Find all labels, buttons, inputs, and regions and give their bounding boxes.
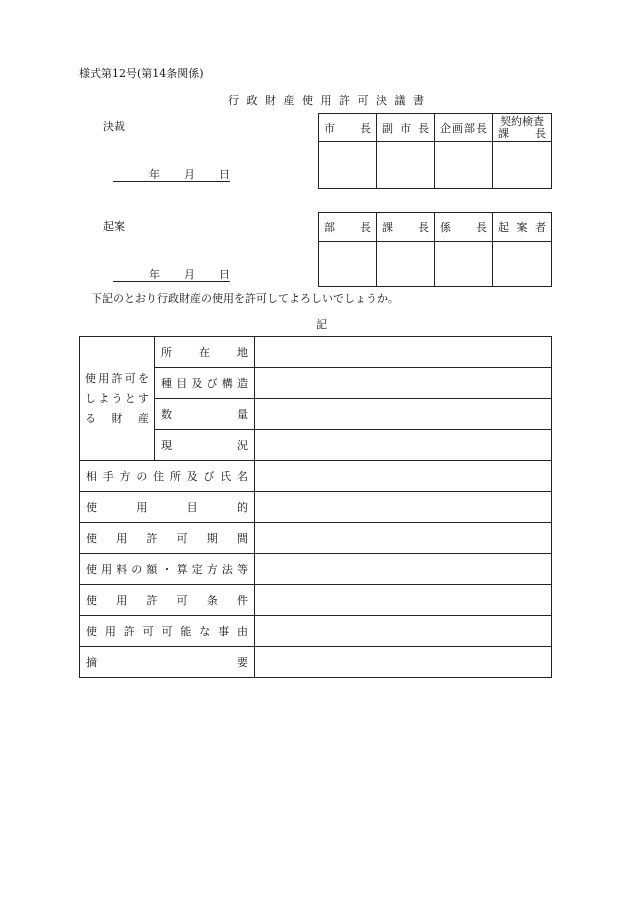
stamp-drafter: 起 案 者: [493, 213, 552, 242]
stamp-box[interactable]: [319, 242, 377, 287]
ki-label: 記: [316, 318, 327, 331]
stamp-box[interactable]: [435, 142, 493, 189]
permit-conditions-label: 使 用 許 可 条 件: [80, 585, 255, 616]
request-text: 下記のとおり行政財産の使用を許可してよろしいでしょうか。: [91, 292, 399, 305]
stamp-box[interactable]: [319, 142, 377, 189]
type-structure-field[interactable]: [255, 368, 552, 399]
property-use-table: [79, 336, 552, 678]
draft-date-day: 日: [219, 268, 230, 281]
purpose-field[interactable]: [255, 492, 552, 523]
stamp-box[interactable]: [493, 242, 552, 287]
stamp-section-chief: 課 長: [377, 213, 435, 242]
stamp-mayor: 市 長: [319, 114, 377, 142]
property-group-line: 使用許可を: [85, 371, 149, 385]
stamp-deputy-mayor: 副 市 長: [377, 114, 435, 142]
counterparty-label: 相手方の住所及び氏名: [80, 461, 255, 492]
permit-period-label: 使 用 許 可 期 間: [80, 523, 255, 554]
current-status-label: 現 況: [155, 430, 255, 461]
draft-date-line: [113, 281, 230, 282]
stamp-planning-director: 企画部長: [435, 114, 493, 142]
decision-label: 決裁: [103, 120, 125, 133]
decision-date-day: 日: [219, 168, 230, 181]
property-group-line: る 財 産: [85, 411, 149, 425]
draft-label: 起案: [103, 220, 125, 233]
decision-date-line: [113, 181, 230, 182]
property-group-line: しようとす: [85, 391, 149, 405]
stamp-contract-inspection-chief: [493, 114, 552, 142]
draft-stamp-table: [318, 212, 552, 287]
stamp-box[interactable]: [377, 142, 435, 189]
remarks-field[interactable]: [255, 647, 552, 678]
decision-date-year: 年: [149, 168, 160, 181]
stamp-chief: 課 長: [498, 126, 546, 140]
fee-label: 使用料の額・算定方法等: [80, 554, 255, 585]
purpose-label: 使 用 目 的: [80, 492, 255, 523]
decision-stamp-table: [318, 113, 552, 189]
permit-conditions-field[interactable]: [255, 585, 552, 616]
quantity-label: 数 量: [155, 399, 255, 430]
location-field[interactable]: [255, 337, 552, 368]
stamp-contract-inspection: 契約検査: [500, 114, 544, 128]
remarks-label: 摘 要: [80, 647, 255, 678]
stamp-subsection-chief: 係 長: [435, 213, 493, 242]
decision-date-month: 月: [184, 168, 195, 181]
quantity-field[interactable]: [255, 399, 552, 430]
permit-reason-label: 使 用 許 可 可 能 な 事 由: [80, 616, 255, 647]
draft-date-month: 月: [184, 268, 195, 281]
permit-reason-field[interactable]: [255, 616, 552, 647]
draft-date-year: 年: [149, 268, 160, 281]
stamp-box[interactable]: [435, 242, 493, 287]
stamp-box[interactable]: [377, 242, 435, 287]
page-title: 行 政 財 産 使 用 許 可 決 議 書: [228, 94, 426, 107]
counterparty-field[interactable]: [255, 461, 552, 492]
type-structure-label: 種目及び構造: [155, 368, 255, 399]
permit-period-field[interactable]: [255, 523, 552, 554]
current-status-field[interactable]: [255, 430, 552, 461]
location-label: 所 在 地: [155, 337, 255, 368]
property-group-label: [80, 337, 155, 461]
stamp-department-head: 部 長: [319, 213, 377, 242]
stamp-box[interactable]: [493, 142, 552, 189]
fee-field[interactable]: [255, 554, 552, 585]
form-number: 様式第12号(第14条関係): [79, 67, 204, 80]
